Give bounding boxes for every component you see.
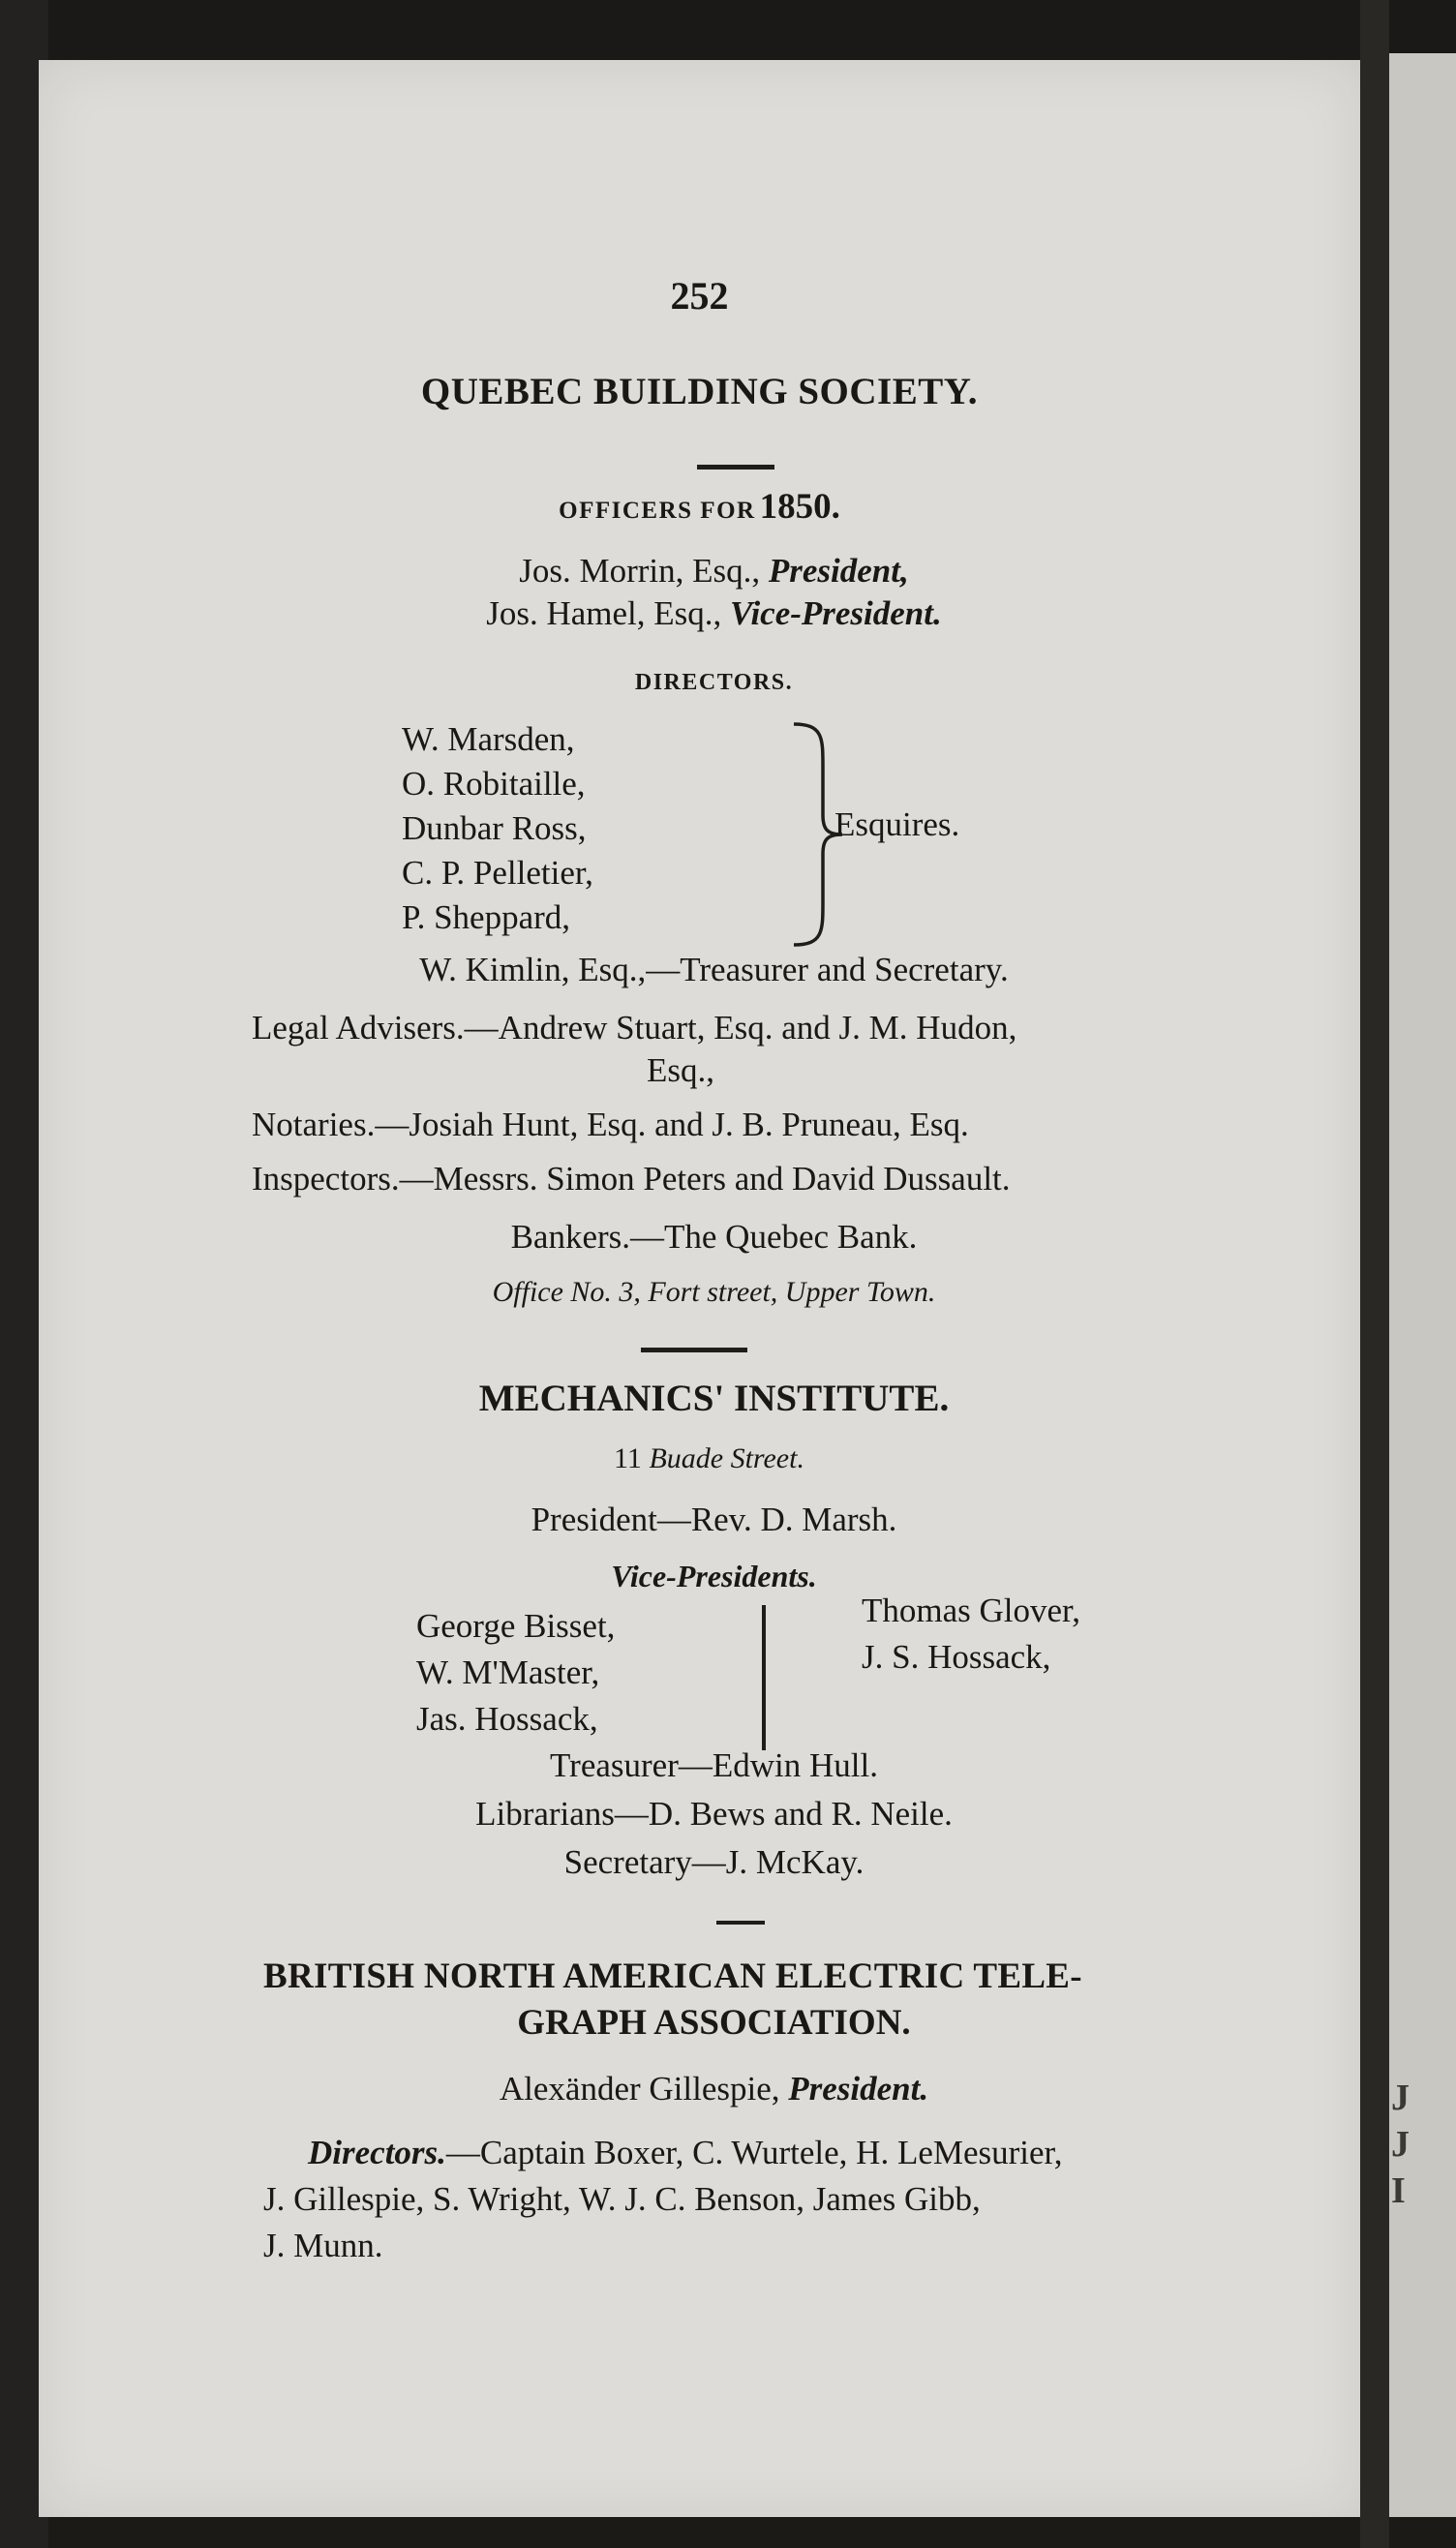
mechanics-librarians: Librarians—D. Bews and R. Neile. xyxy=(475,1795,953,1833)
notaries-line: Notaries.—Josiah Hunt, Esq. and J. B. Pruneau, Esq. xyxy=(252,1106,969,1143)
officers-label: OFFICERS FOR xyxy=(559,498,756,524)
vice-president-name: Jas. Hossack, xyxy=(416,1700,598,1738)
telegraph-directors-line-2: J. Gillespie, S. Wright, W. J. C. Benson, James Gibb, xyxy=(263,2180,981,2218)
column-separator xyxy=(762,1605,766,1750)
president-name: Jos. Morrin, Esq., xyxy=(519,552,761,590)
directors-heading: DIRECTORS. xyxy=(634,670,794,695)
page-number: 252 xyxy=(670,274,729,318)
vice-president-name: W. M'Master, xyxy=(416,1653,600,1691)
treasurer-line: W. Kimlin, Esq.,—Treasurer and Secretary. xyxy=(419,951,1009,988)
short-divider xyxy=(716,1921,765,1925)
legal-advisers-continued: Esq., xyxy=(647,1051,714,1089)
director-name: O. Robitaille, xyxy=(402,765,586,803)
officers-heading xyxy=(39,486,1360,528)
address-street: Buade Street. xyxy=(649,1442,804,1474)
quebec-section-title: QUEBEC BUILDING SOCIETY. xyxy=(420,371,979,412)
vice-president-name: J. S. Hossack, xyxy=(862,1638,1051,1676)
telegraph-president-line xyxy=(68,2070,1360,2108)
address-number: 11 xyxy=(614,1442,642,1474)
office-address: Office No. 3, Fort street, Upper Town. xyxy=(492,1276,936,1308)
mechanics-address xyxy=(58,1442,1360,1475)
vice-presidents-heading: Vice-Presidents. xyxy=(611,1559,817,1593)
director-name: C. P. Pelletier, xyxy=(402,854,593,892)
mechanics-treasurer: Treasurer—Edwin Hull. xyxy=(550,1746,878,1784)
directors-names: —Captain Boxer, C. Wurtele, H. LeMesurier, xyxy=(445,2134,1063,2171)
president-line xyxy=(68,552,1360,591)
telegraph-president-role: President. xyxy=(788,2070,929,2108)
book-page xyxy=(39,60,1360,2517)
telegraph-title-line-1: BRITISH NORTH AMERICAN ELECTRIC TELE- xyxy=(263,1956,1082,1996)
section-divider xyxy=(641,1348,747,1352)
vice-president-name: Jos. Hamel, Esq., xyxy=(486,594,722,632)
directors-label: Directors. xyxy=(308,2134,446,2171)
mechanics-secretary: Secretary—J. McKay. xyxy=(563,1843,864,1881)
book-gutter xyxy=(1360,0,1389,2548)
director-name: P. Sheppard, xyxy=(402,898,571,936)
telegraph-title-line-2: GRAPH ASSOCIATION. xyxy=(517,2003,911,2043)
facing-page-fragment: J xyxy=(1391,2078,1410,2118)
director-name: Dunbar Ross, xyxy=(402,809,587,847)
scan-border-top xyxy=(0,0,1456,58)
vice-president-name: Thomas Glover, xyxy=(862,1592,1081,1629)
bankers-line: Bankers.—The Quebec Bank. xyxy=(510,1218,918,1256)
facing-page-edge xyxy=(1389,53,1456,2517)
mechanics-president: President—Rev. D. Marsh. xyxy=(531,1501,897,1538)
legal-advisers-line: Legal Advisers.—Andrew Stuart, Esq. and J. M. Hudon, xyxy=(252,1009,1017,1046)
title-rule xyxy=(697,465,774,470)
directors-suffix: Esquires. xyxy=(834,805,960,843)
telegraph-president-name: Alexänder Gillespie, xyxy=(499,2070,780,2108)
telegraph-directors-line-1 xyxy=(308,2134,1063,2172)
officers-year: 1850. xyxy=(759,487,840,527)
inspectors-line: Inspectors.—Messrs. Simon Peters and David Dussault. xyxy=(252,1160,1011,1198)
facing-page-fragment: I xyxy=(1391,2170,1406,2211)
telegraph-directors-line-3: J. Munn. xyxy=(263,2227,383,2264)
mechanics-section-title: MECHANICS' INSTITUTE. xyxy=(478,1378,950,1419)
facing-page-fragment: J xyxy=(1391,2124,1410,2165)
president-role: President, xyxy=(768,552,909,590)
vice-president-role: Vice-President. xyxy=(730,594,942,632)
vice-president-name: George Bisset, xyxy=(416,1607,616,1645)
director-name: W. Marsden, xyxy=(402,720,575,758)
vice-president-line xyxy=(68,594,1360,633)
